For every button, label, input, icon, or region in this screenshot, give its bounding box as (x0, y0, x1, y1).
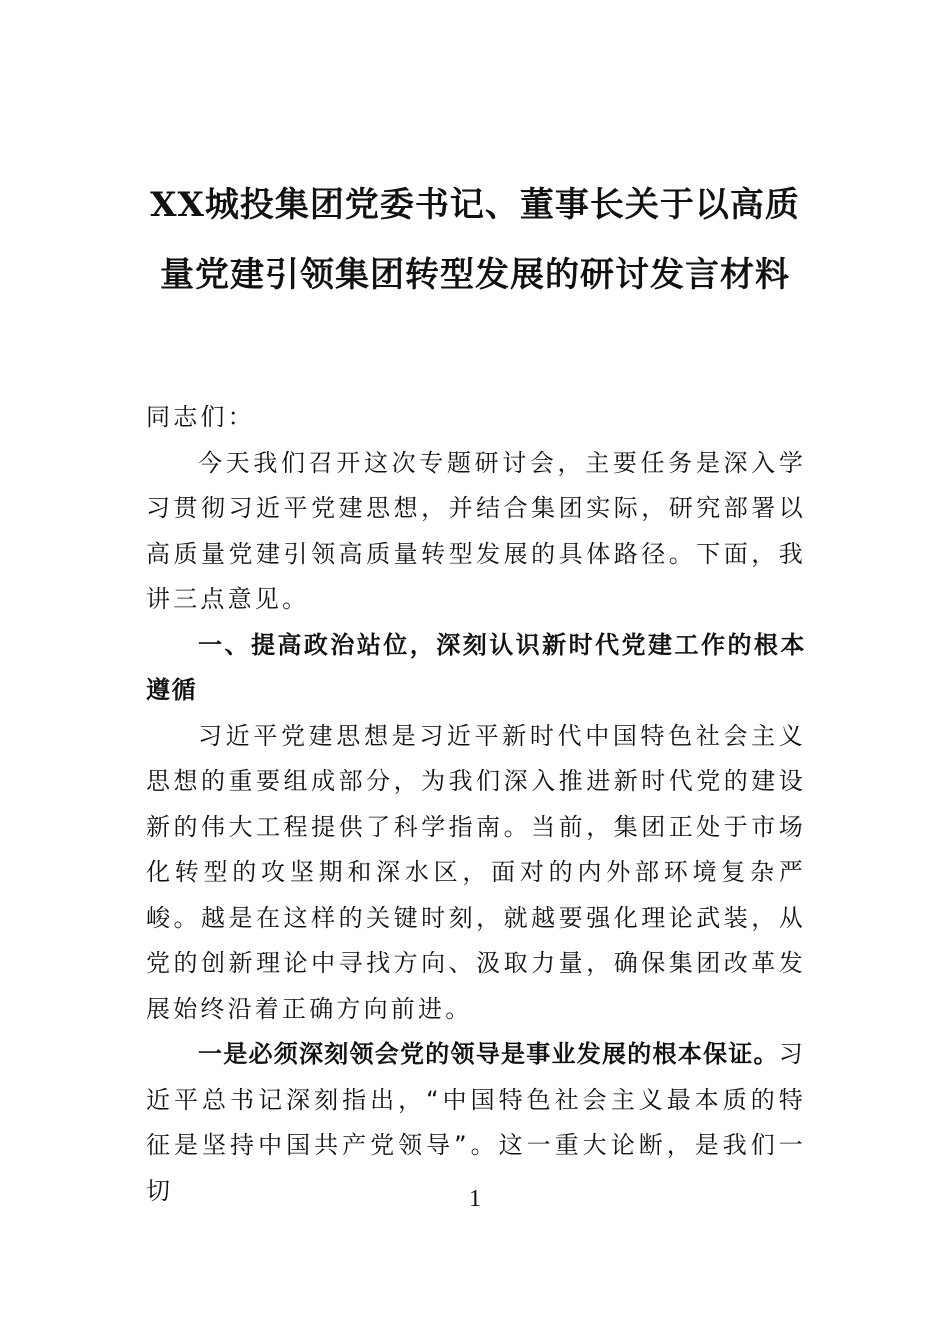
section-heading-1: 一、提高政治站位，深刻认识新时代党建工作的根本遵循 (146, 630, 806, 704)
paragraph-intro: 今天我们召开这次专题研讨会，主要任务是深入学习贯彻习近平党建思想，并结合集团实际，研究部署以高质量党建引领高质量转型发展的具体路径。下面，我讲三点意见。 (146, 448, 806, 613)
point-1-lead: 一是必须深刻领会党的领导是事业发展的根本保证。 (198, 1040, 779, 1068)
document-body (146, 395, 806, 1214)
paragraph-section-1: 习近平党建思想是习近平新时代中国特色社会主义思想的重要组成部分，为我们深入推进新时代党的建设新的伟大工程提供了科学指南。当前，集团正处于市场化转型的攻坚期和深水区，面对的内外部环境复杂严峻。越是在这样的关键时刻，就越要强化理论武装，从党的创新理论中寻找方向、汲取力量，确保集团改革发展始终沿着正确方向前进。 (146, 721, 806, 1023)
title-line-2: 量党建引领集团转型发展的研讨发言材料 (160, 255, 790, 295)
salutation: 同志们： (146, 403, 255, 431)
point-1-text: 习近平总书记深刻指出，“中国特色社会主义最本质的特征是坚持中国共产党领导”。这一重大论断，是我们一切 (146, 1040, 806, 1205)
page-number: 1 (469, 1186, 481, 1212)
title-line-1: XX城投集团党委书记、董事长关于以高质 (150, 185, 800, 225)
document-title (120, 170, 830, 310)
